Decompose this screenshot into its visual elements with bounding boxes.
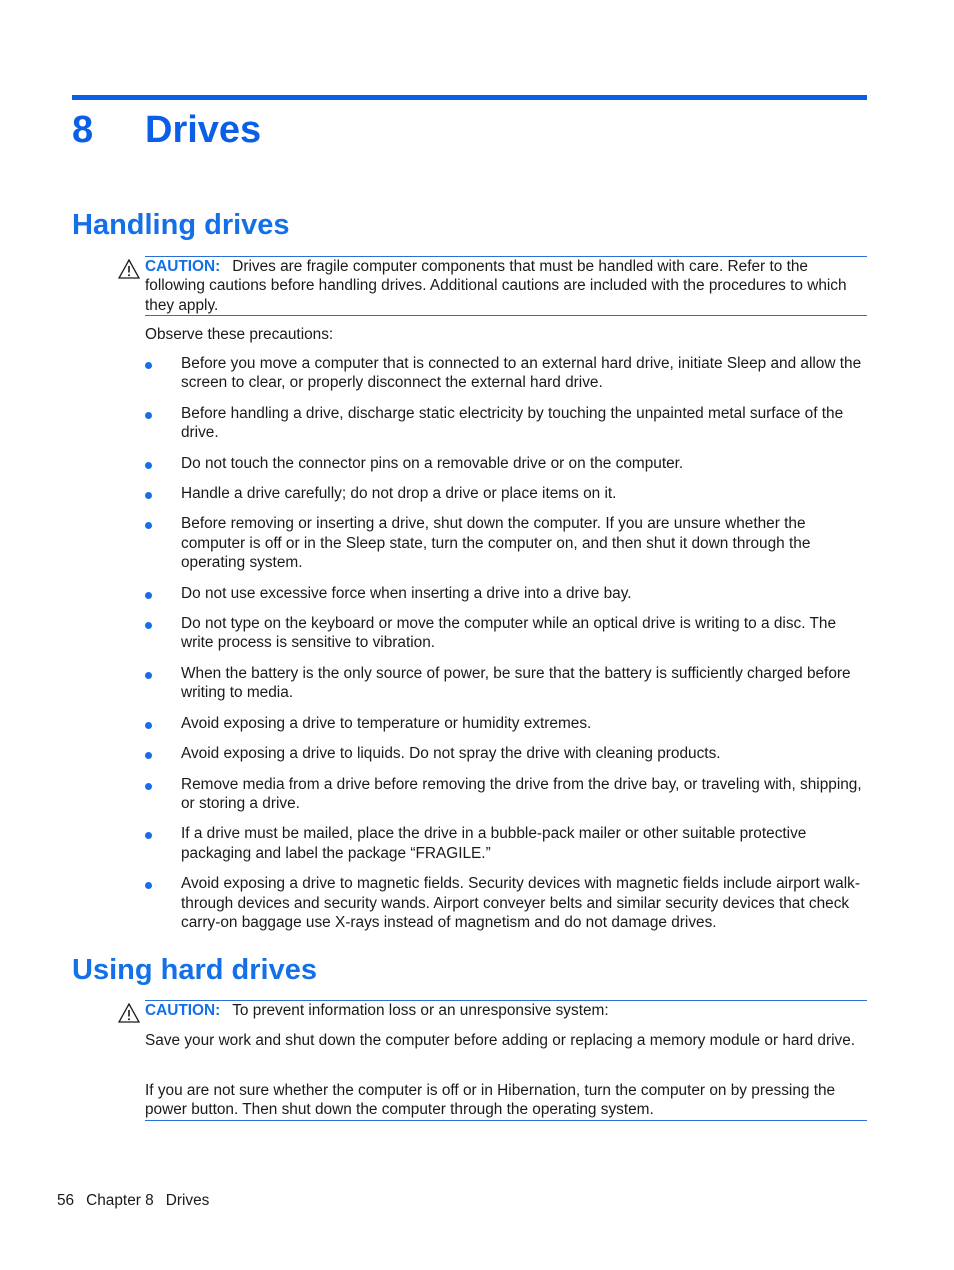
caution-text: Drives are fragile computer components that must be handled with care. Refer to the following cautions before handling drives. Additional cautions are included with the procedures to which they apply. xyxy=(145,258,847,314)
caution-text: To prevent information loss or an unresponsive system: xyxy=(232,1002,609,1019)
footer-chapter-label: Chapter 8 xyxy=(86,1192,154,1209)
section-heading-handling-drives: Handling drives xyxy=(72,209,290,241)
precautions-intro: Observe these precautions: xyxy=(145,326,334,343)
bullet-icon xyxy=(145,783,152,790)
bullet-icon xyxy=(145,412,152,419)
chapter-number: 8 xyxy=(72,109,94,151)
warning-icon xyxy=(118,259,140,279)
caution-label: CAUTION: xyxy=(145,258,221,275)
bullet-icon xyxy=(145,752,152,759)
caution-paragraph-2: If you are not sure whether the computer is off or in Hibernation, turn the computer on by pressing the power button. Then shut down the computer through the operating system. xyxy=(145,1082,836,1119)
list-item: Before handling a drive, discharge static electricity by touching the unpainted metal surface of the drive. xyxy=(145,404,867,443)
caution-bottom-rule xyxy=(145,1120,867,1121)
list-item: Remove media from a drive before removing the drive from the drive bay, or traveling with, shipping, or storing a drive. xyxy=(145,775,867,814)
list-item: If a drive must be mailed, place the drive in a bubble-pack mailer or other suitable protective packaging and label the package “FRAGILE.” xyxy=(145,824,867,863)
list-item: Handle a drive carefully; do not drop a drive or place items on it. xyxy=(145,484,867,503)
list-item: Avoid exposing a drive to temperature or humidity extremes. xyxy=(145,714,867,733)
footer-chapter-name: Drives xyxy=(165,1192,210,1209)
list-item: Do not use excessive force when inserting a drive into a drive bay. xyxy=(145,584,867,603)
caution-label: CAUTION: xyxy=(145,1002,221,1019)
chapter-top-rule xyxy=(72,95,867,100)
bullet-icon xyxy=(145,592,152,599)
list-item: Avoid exposing a drive to liquids. Do not spray the drive with cleaning products. xyxy=(145,744,867,763)
chapter-title xyxy=(72,104,261,156)
list-item: When the battery is the only source of power, be sure that the battery is sufficiently charged before writing to media. xyxy=(145,664,867,703)
page-footer xyxy=(57,1191,221,1211)
caution-bottom-rule xyxy=(145,315,867,316)
list-item: Before you move a computer that is connected to an external hard drive, initiate Sleep and allow the screen to clear, or properly disconnect the external hard drive. xyxy=(145,354,867,393)
bullet-icon xyxy=(145,522,152,529)
bullet-icon xyxy=(145,492,152,499)
bullet-icon xyxy=(145,622,152,629)
bullet-icon xyxy=(145,362,152,369)
page-number: 56 xyxy=(57,1192,75,1209)
bullet-icon xyxy=(145,722,152,729)
section-heading-using-hard-drives: Using hard drives xyxy=(72,954,317,986)
precautions-list xyxy=(145,354,867,943)
bullet-icon xyxy=(145,832,152,839)
list-item: Before removing or inserting a drive, shut down the computer. If you are unsure whether the computer is off or in the Sleep state, turn the computer on, and then shut it down through the operating system. xyxy=(145,514,867,572)
chapter-name: Drives xyxy=(145,109,262,151)
warning-icon xyxy=(118,1003,140,1023)
bullet-icon xyxy=(145,882,152,889)
bullet-icon xyxy=(145,672,152,679)
list-item: Do not type on the keyboard or move the computer while an optical drive is writing to a disc. The write process is sensitive to vibration. xyxy=(145,614,867,653)
list-item: Do not touch the connector pins on a removable drive or on the computer. xyxy=(145,454,867,473)
caution-paragraph-1: Save your work and shut down the computer before adding or replacing a memory module or hard drive. xyxy=(145,1032,856,1049)
caution-box-hard-drives xyxy=(145,1000,867,1020)
list-item: Avoid exposing a drive to magnetic fields. Security devices with magnetic fields include airport walk-through devices and security wands. Airport conveyer belts and similar security devices that check carry-on baggage use X-rays instead of magnetism and do not damage drives. xyxy=(145,874,867,932)
bullet-icon xyxy=(145,462,152,469)
caution-box-handling xyxy=(145,256,867,315)
